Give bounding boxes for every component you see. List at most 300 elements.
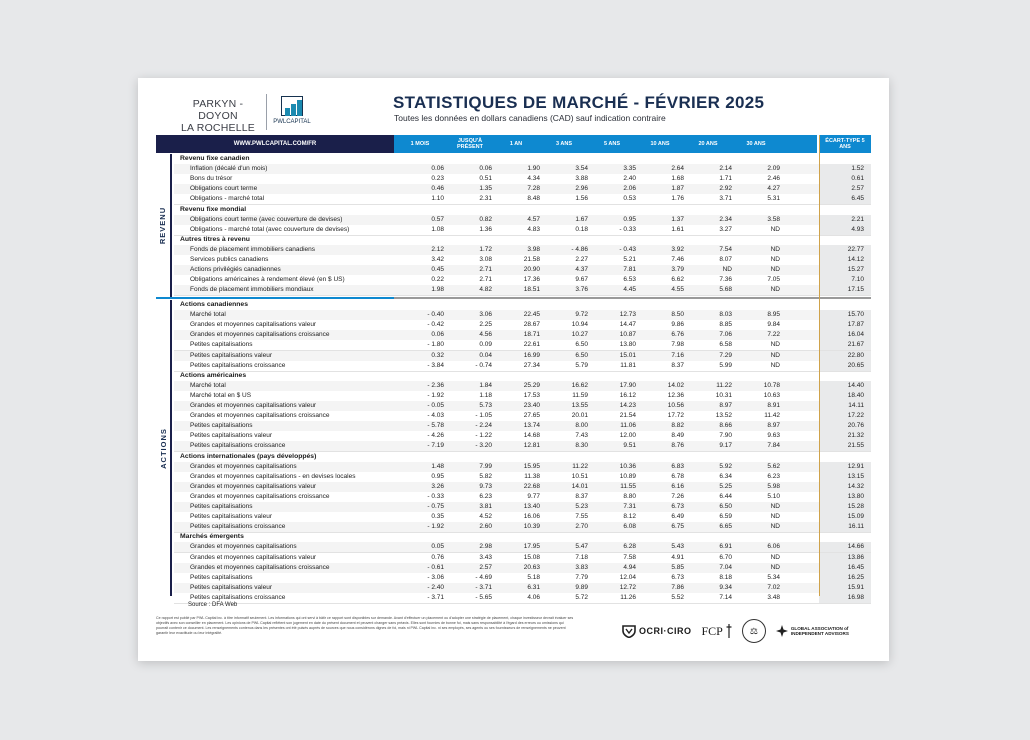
- value-cell: 0.04: [479, 351, 492, 359]
- value-cell: - 0.05: [427, 402, 444, 409]
- value-cell: 2.70: [575, 523, 588, 531]
- value-cell: 8.48: [527, 195, 540, 203]
- row-label: Grandes et moyennes capitalisations valeur: [190, 553, 317, 561]
- std-value-cell: 2.21: [851, 215, 864, 223]
- regulator-badges: [622, 618, 863, 644]
- value-cell: 7.86: [671, 583, 684, 591]
- std-value-cell: 6.45: [851, 195, 864, 203]
- value-cell: ND: [770, 361, 780, 369]
- value-cell: 7.36: [719, 276, 732, 284]
- value-cell: 9.84: [767, 321, 780, 329]
- value-cell: ND: [770, 553, 780, 561]
- row-label: Petites capitalisations croissance: [190, 523, 286, 531]
- value-cell: 11.06: [620, 422, 636, 430]
- value-cell: 4.94: [623, 563, 636, 571]
- value-cell: - 1.92: [427, 391, 444, 399]
- std-value-cell: 14.12: [847, 256, 864, 263]
- value-cell: 10.89: [619, 472, 636, 480]
- pwl-logo-text: PWLCAPITAL: [273, 119, 311, 125]
- value-cell: 9.89: [575, 583, 588, 591]
- value-cell: 2.64: [671, 165, 684, 173]
- value-cell: 0.09: [479, 341, 492, 349]
- row-label: Obligations court terme (avec couverture de devises): [190, 215, 343, 223]
- value-cell: ND: [770, 266, 780, 274]
- value-cell: 22.68: [523, 482, 540, 490]
- value-cell: 1.71: [719, 175, 732, 183]
- std-value-cell: 16.45: [847, 563, 864, 571]
- value-cell: - 4.86: [571, 245, 588, 253]
- gaia-logo: [776, 625, 863, 637]
- section-heading-label: Actions internationales (pays développés): [180, 452, 317, 460]
- value-cell: 8.37: [671, 361, 684, 369]
- value-cell: 10.27: [571, 331, 588, 339]
- value-cell: - 4.26: [427, 432, 444, 440]
- value-cell: 0.46: [431, 185, 444, 193]
- value-cell: 4.91: [671, 553, 684, 561]
- value-cell: 3.81: [479, 503, 492, 510]
- value-cell: 7.06: [719, 331, 732, 339]
- value-cell: 11.22: [572, 462, 588, 470]
- value-cell: 8.76: [671, 442, 684, 450]
- pwl-bars-icon: [281, 96, 303, 116]
- std-value-cell: 18.40: [847, 391, 864, 399]
- row-label: Grandes et moyennes capitalisations: [190, 543, 297, 551]
- value-cell: 18.71: [523, 331, 540, 339]
- value-cell: 4.27: [767, 185, 780, 193]
- value-cell: 5.92: [719, 462, 732, 470]
- value-cell: 16.99: [523, 351, 540, 359]
- value-cell: 10.94: [571, 321, 588, 329]
- value-cell: 5.62: [767, 462, 780, 470]
- row-label: Petites capitalisations croissance: [190, 593, 286, 601]
- value-cell: 17.53: [523, 391, 540, 399]
- value-cell: 7.26: [671, 492, 684, 500]
- value-cell: 3.54: [575, 165, 588, 173]
- value-cell: 16.12: [619, 391, 636, 399]
- table-row: [174, 593, 871, 604]
- std-value-cell: 12.91: [847, 462, 864, 470]
- value-cell: 1.72: [479, 245, 492, 253]
- value-cell: - 3.06: [427, 573, 444, 581]
- value-cell: 12.04: [619, 573, 636, 581]
- ocri-ciro-text: OCRI·CIRO: [639, 626, 692, 636]
- value-cell: - 5.78: [427, 422, 444, 430]
- value-cell: - 1.80: [427, 341, 444, 349]
- value-cell: 5.34: [767, 573, 780, 581]
- value-cell: ND: [770, 563, 780, 571]
- value-cell: 6.50: [719, 503, 732, 510]
- value-cell: ND: [770, 513, 780, 521]
- value-cell: 9.17: [719, 442, 732, 450]
- section-heading: [174, 235, 871, 245]
- value-cell: - 7.19: [427, 442, 444, 450]
- row-label: Services publics canadiens: [190, 256, 269, 263]
- std-value-cell: 21.67: [847, 341, 864, 349]
- column-header: 1 MOIS: [410, 141, 430, 147]
- value-cell: 13.80: [619, 341, 636, 349]
- value-cell: 7.90: [719, 432, 732, 440]
- value-cell: 8.18: [719, 573, 732, 581]
- value-cell: - 5.65: [475, 593, 492, 601]
- value-cell: 6.23: [767, 472, 780, 480]
- value-cell: 6.50: [575, 341, 588, 349]
- value-cell: 11.55: [620, 482, 636, 490]
- std-value-cell: 13.86: [847, 553, 864, 561]
- std-value-cell: 16.11: [848, 523, 864, 531]
- value-cell: 8.66: [719, 422, 732, 430]
- value-cell: 13.52: [715, 412, 732, 420]
- value-cell: 4.82: [479, 286, 492, 294]
- value-cell: 6.34: [719, 472, 732, 480]
- value-cell: 20.63: [523, 563, 540, 571]
- value-cell: 1.84: [479, 381, 492, 389]
- value-cell: 2.06: [623, 185, 636, 193]
- row-label: Grandes et moyennes capitalisations croissance: [190, 331, 330, 339]
- value-cell: 8.50: [671, 311, 684, 319]
- value-cell: 6.76: [671, 331, 684, 339]
- value-cell: 8.82: [671, 422, 684, 430]
- value-cell: 6.83: [671, 462, 684, 470]
- value-cell: 1.76: [671, 195, 684, 203]
- firm-name-line1: PARKYN - DOYON: [192, 98, 244, 122]
- value-cell: 28.67: [523, 321, 540, 329]
- value-cell: 5.98: [767, 482, 780, 490]
- section-divider-grey: [394, 297, 871, 299]
- std-value-cell: 17.15: [847, 286, 864, 294]
- value-cell: 0.05: [431, 543, 444, 551]
- website-link[interactable]: WWW.PWLCAPITAL.COM/FR: [233, 141, 317, 147]
- row-label: Petites capitalisations croissance: [190, 361, 286, 369]
- value-cell: 0.32: [431, 351, 444, 359]
- value-cell: 7.43: [575, 432, 588, 440]
- value-cell: 10.87: [619, 331, 636, 339]
- value-cell: 7.29: [719, 351, 732, 359]
- row-label: Bons du trésor: [190, 175, 233, 183]
- value-cell: 0.57: [431, 215, 444, 223]
- value-cell: 7.18: [575, 553, 588, 561]
- value-cell: 5.47: [575, 543, 588, 551]
- std-value-cell: 15.91: [847, 583, 864, 591]
- value-cell: 6.53: [623, 276, 636, 284]
- value-cell: 8.80: [623, 492, 636, 500]
- value-cell: - 0.43: [619, 245, 636, 253]
- value-cell: 10.36: [619, 462, 636, 470]
- value-cell: - 0.75: [427, 503, 444, 510]
- value-cell: 3.26: [431, 482, 444, 490]
- value-cell: - 0.40: [427, 311, 444, 319]
- logo-separator: [266, 94, 267, 130]
- std-value-cell: 13.15: [847, 472, 864, 480]
- value-cell: 1.67: [575, 215, 588, 223]
- value-cell: 17.90: [619, 381, 636, 389]
- value-cell: 7.16: [671, 351, 684, 359]
- value-cell: 6.58: [719, 341, 732, 349]
- value-cell: 9.86: [671, 321, 684, 329]
- row-label: Obligations américaines à rendement élevé (en $ US): [190, 276, 345, 284]
- section-heading: [174, 205, 871, 215]
- value-cell: 10.51: [571, 472, 588, 480]
- row-label: Actions privilégiés canadiennes: [190, 266, 281, 274]
- value-cell: 0.76: [431, 553, 444, 561]
- section-divider-blue: [156, 297, 394, 299]
- row-label: Marché total en $ US: [190, 391, 252, 399]
- value-cell: 7.84: [767, 442, 780, 450]
- std-value-cell: 21.55: [847, 442, 864, 450]
- report-sheet: [138, 78, 889, 661]
- row-label: Grandes et moyennes capitalisations valeur: [190, 482, 317, 490]
- period-header: [394, 135, 817, 153]
- value-cell: 5.23: [575, 503, 588, 510]
- fcp-logo: [702, 624, 732, 639]
- value-cell: 6.65: [719, 523, 732, 531]
- value-cell: 3.58: [767, 215, 780, 223]
- value-cell: 10.31: [715, 391, 732, 399]
- value-cell: 7.22: [767, 331, 780, 339]
- row-label: Grandes et moyennes capitalisations valeur: [190, 321, 317, 329]
- value-cell: 13.55: [571, 402, 588, 409]
- std-value-cell: 0.61: [851, 175, 864, 183]
- value-cell: 18.51: [523, 286, 540, 294]
- value-cell: 4.57: [527, 215, 540, 223]
- std-value-cell: 15.70: [847, 311, 864, 319]
- value-cell: ND: [770, 523, 780, 531]
- value-cell: 2.92: [719, 185, 732, 193]
- value-cell: 13.74: [523, 422, 540, 430]
- std-value-cell: 17.87: [847, 321, 864, 329]
- value-cell: 6.28: [623, 543, 636, 551]
- value-cell: 16.62: [571, 381, 588, 389]
- value-cell: 25.29: [523, 381, 540, 389]
- value-cell: - 0.61: [427, 563, 444, 571]
- value-cell: - 1.22: [475, 432, 492, 440]
- value-cell: 3.83: [575, 563, 588, 571]
- value-cell: 1.68: [671, 175, 684, 183]
- row-label: Grandes et moyennes capitalisations valeur: [190, 402, 317, 409]
- std-value-cell: 16.98: [847, 593, 864, 601]
- row-label: Obligations court terme: [190, 185, 258, 193]
- std-value-cell: 16.25: [847, 573, 864, 581]
- value-cell: 0.82: [479, 215, 492, 223]
- value-cell: 6.23: [479, 492, 492, 500]
- value-cell: 7.02: [767, 583, 780, 591]
- value-cell: - 0.33: [619, 225, 636, 233]
- row-label: Obligations - marché total (avec couverture de devises): [190, 225, 350, 233]
- source-note: Source : DFA Web: [188, 602, 238, 608]
- std-value-cell: 20.65: [847, 361, 864, 369]
- value-cell: 15.08: [523, 553, 540, 561]
- std-value-cell: 17.22: [847, 412, 864, 420]
- value-cell: 2.31: [479, 195, 492, 203]
- value-cell: 5.21: [623, 256, 636, 263]
- value-cell: 6.06: [767, 543, 780, 551]
- value-cell: 12.81: [523, 442, 540, 450]
- value-cell: 2.27: [575, 256, 588, 263]
- value-cell: 9.51: [623, 442, 636, 450]
- value-cell: 22.61: [523, 341, 540, 349]
- std-value-cell: 1.52: [851, 165, 864, 173]
- value-cell: 17.36: [523, 276, 540, 284]
- value-cell: - 3.84: [427, 361, 444, 369]
- pwl-logo: [272, 96, 312, 125]
- gaia-star-icon: [776, 625, 788, 637]
- value-cell: 7.79: [575, 573, 588, 581]
- value-cell: 15.95: [523, 462, 540, 470]
- value-cell: - 0.33: [427, 492, 444, 500]
- value-cell: 7.28: [527, 185, 540, 193]
- section-heading-label: Actions canadiennes: [180, 301, 248, 308]
- value-cell: - 4.69: [475, 573, 492, 581]
- value-cell: 11.42: [764, 412, 780, 420]
- std-value-cell: 4.93: [851, 225, 864, 233]
- value-cell: 5.82: [479, 472, 492, 480]
- value-cell: 12.72: [619, 583, 636, 591]
- value-cell: 1.35: [479, 185, 492, 193]
- value-cell: 15.01: [619, 351, 636, 359]
- value-cell: 7.04: [719, 563, 732, 571]
- value-cell: 7.99: [479, 462, 492, 470]
- actions-side-bar: [170, 300, 172, 596]
- row-label: Grandes et moyennes capitalisations croissance: [190, 563, 330, 571]
- row-label: Petites capitalisations: [190, 573, 253, 581]
- section-heading-label: Revenu fixe mondial: [180, 205, 247, 213]
- value-cell: 2.25: [479, 321, 492, 329]
- section-heading-label: Autres titres à revenu: [180, 235, 250, 243]
- table-row: [174, 285, 871, 296]
- value-cell: 10.63: [763, 391, 780, 399]
- std-value-cell: 7.10: [851, 276, 864, 284]
- value-cell: 2.14: [719, 165, 732, 173]
- value-cell: 14.68: [523, 432, 540, 440]
- value-cell: - 2.40: [427, 583, 444, 591]
- value-cell: 3.98: [527, 245, 540, 253]
- std-value-cell: 14.66: [847, 543, 864, 551]
- value-cell: 16.06: [523, 513, 540, 521]
- value-cell: 7.14: [719, 593, 732, 601]
- value-cell: ND: [770, 341, 780, 349]
- value-cell: 23.40: [523, 402, 540, 409]
- value-cell: ND: [722, 266, 732, 274]
- value-cell: 8.30: [575, 442, 588, 450]
- value-cell: 5.43: [671, 543, 684, 551]
- value-cell: 6.75: [671, 523, 684, 531]
- value-cell: 14.01: [571, 482, 588, 490]
- value-cell: 2.09: [767, 165, 780, 173]
- std-value-cell: 15.09: [847, 513, 864, 521]
- value-cell: 20.90: [523, 266, 540, 274]
- page-subtitle: Toutes les données en dollars canadiens (CAD) sauf indication contraire: [394, 113, 666, 123]
- row-label: Inflation (décalé d'un mois): [190, 165, 268, 173]
- value-cell: 3.35: [623, 165, 636, 173]
- value-cell: 20.01: [571, 412, 588, 420]
- value-cell: 17.95: [523, 543, 540, 551]
- value-cell: 6.59: [719, 513, 732, 521]
- value-cell: 6.08: [623, 523, 636, 531]
- value-cell: 0.53: [623, 195, 636, 203]
- value-cell: 0.45: [431, 266, 444, 274]
- revenu-side-bar: [170, 154, 172, 297]
- value-cell: 5.73: [479, 402, 492, 409]
- row-label: Fonds de placement immobiliers canadiens: [190, 245, 316, 253]
- value-cell: 5.99: [719, 361, 732, 369]
- value-cell: 0.18: [575, 225, 588, 233]
- value-cell: 7.31: [623, 503, 636, 510]
- section-heading-label: Revenu fixe canadien: [180, 155, 250, 162]
- value-cell: 3.27: [719, 225, 732, 233]
- column-header: 10 ANS: [650, 141, 670, 147]
- value-cell: 8.00: [575, 422, 588, 430]
- column-header: 5 ANS: [604, 141, 620, 147]
- value-cell: 4.55: [671, 286, 684, 294]
- revenu-label: REVENU: [158, 206, 168, 245]
- value-cell: 1.18: [479, 391, 492, 399]
- value-cell: 6.73: [671, 503, 684, 510]
- value-cell: 27.65: [523, 412, 540, 420]
- value-cell: 4.52: [479, 513, 492, 521]
- section-heading: [174, 300, 871, 310]
- std-value-cell: 22.80: [847, 351, 864, 359]
- value-cell: 8.49: [671, 432, 684, 440]
- value-cell: 5.68: [719, 286, 732, 294]
- std-value-cell: 14.11: [848, 402, 864, 409]
- value-cell: 3.88: [575, 175, 588, 183]
- fcp-dagger-icon: [726, 624, 732, 638]
- std-value-cell: 20.76: [847, 422, 864, 430]
- value-cell: 0.35: [431, 513, 444, 521]
- gaia-text: GLOBAL ASSOCIATION of INDEPENDENT ADVISORS: [790, 625, 849, 636]
- value-cell: 2.98: [479, 543, 492, 551]
- ocri-ciro-logo: [622, 624, 692, 638]
- value-cell: 4.56: [479, 331, 492, 339]
- value-cell: 0.06: [479, 165, 492, 173]
- value-cell: 2.40: [623, 175, 636, 183]
- value-cell: 10.56: [667, 402, 684, 409]
- value-cell: 1.87: [671, 185, 684, 193]
- value-cell: 3.71: [719, 195, 732, 203]
- value-cell: - 0.42: [427, 321, 444, 329]
- revenu-side-label: [156, 154, 170, 297]
- std-value-cell: 22.77: [847, 245, 864, 253]
- value-cell: 2.60: [479, 523, 492, 531]
- value-cell: 12.36: [667, 391, 684, 399]
- value-cell: 3.79: [671, 266, 684, 274]
- value-cell: - 1.05: [475, 412, 492, 420]
- value-cell: 5.25: [719, 482, 732, 490]
- value-cell: 7.54: [719, 245, 732, 253]
- value-cell: 4.37: [575, 266, 588, 274]
- value-cell: 11.59: [572, 391, 588, 399]
- column-header: 1 AN: [509, 141, 523, 147]
- value-cell: ND: [770, 245, 780, 253]
- website-header: [156, 135, 394, 153]
- row-label: Grandes et moyennes capitalisations: [190, 462, 297, 470]
- value-cell: - 3.71: [427, 593, 444, 601]
- value-cell: 10.78: [763, 381, 780, 389]
- value-cell: 0.95: [623, 215, 636, 223]
- value-cell: 5.85: [671, 563, 684, 571]
- value-cell: 6.16: [671, 482, 684, 490]
- value-cell: 11.81: [620, 361, 636, 369]
- std-value-cell: 14.40: [847, 381, 864, 389]
- std-value-cell: 16.04: [847, 331, 864, 339]
- value-cell: 1.10: [431, 195, 444, 203]
- value-cell: 5.79: [575, 361, 588, 369]
- value-cell: 6.73: [671, 573, 684, 581]
- value-cell: 0.06: [431, 165, 444, 173]
- value-cell: 4.34: [527, 175, 540, 183]
- value-cell: 8.12: [623, 513, 636, 521]
- seal-icon: ⚖: [742, 619, 766, 643]
- firm-name-line2: LA ROCHELLE: [181, 122, 255, 134]
